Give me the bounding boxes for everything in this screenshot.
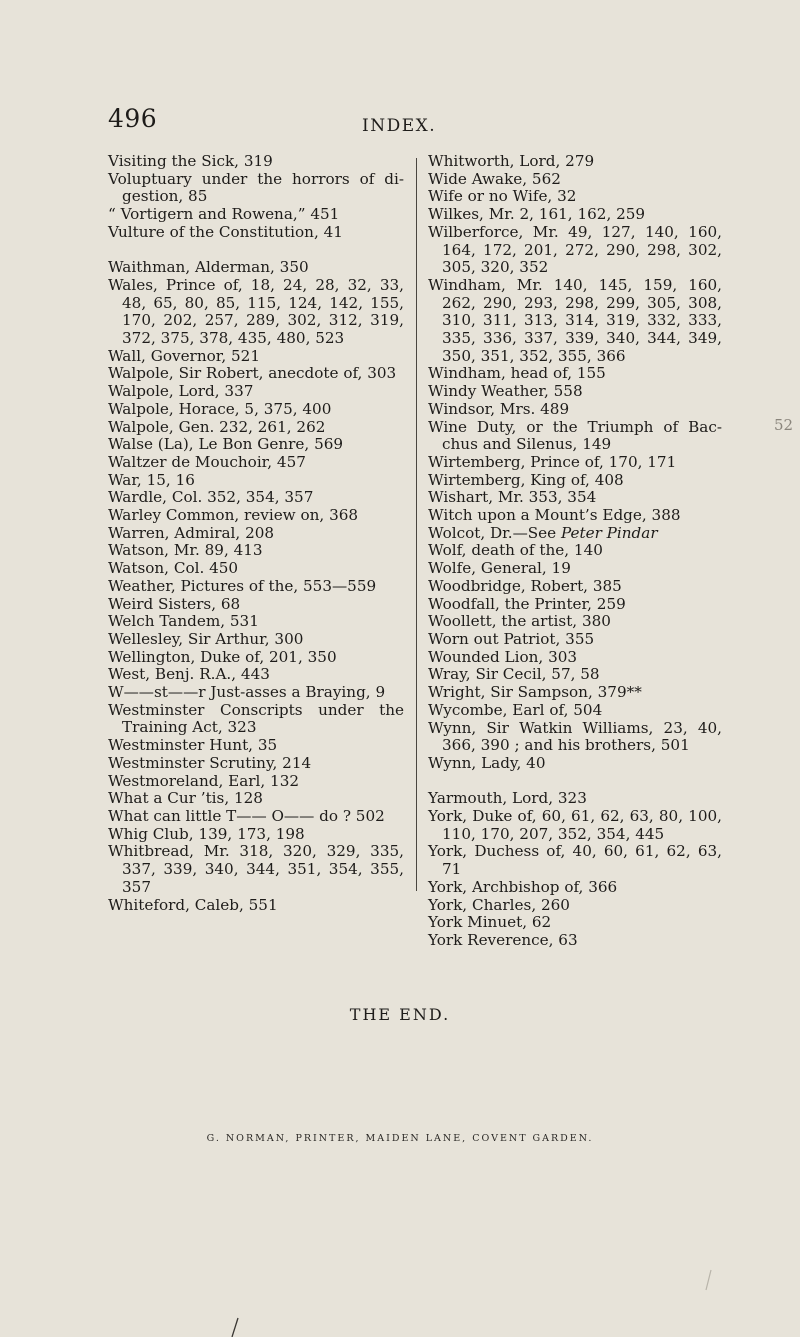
index-entry-text: Woollett, the artist, 380 [428, 612, 611, 631]
index-entry-text: Wolf, death of the, 140 [428, 541, 603, 560]
index-entry-text: Windham, Mr. 140, 145, 159, 160, 262, 290, 293, 298, 299, 305, 308, 310, 311, 313, 314, 319, 332, 333, 335, 336, 337, 339, 340, 344, 349, 350, 351, 352, 355, 366 [428, 275, 722, 365]
index-entry-text: Westminster Hunt, 35 [108, 736, 278, 755]
index-entry-text: Worn out Patriot, 355 [428, 629, 595, 648]
index-entry-text: Wellington, Duke of, 201, 350 [108, 647, 337, 666]
index-entry-text: Wardle, Col. 352, 354, 357 [108, 488, 314, 507]
index-entry-text: Wirtemberg, King of, 408 [428, 470, 624, 489]
index-entry-text: Waltzer de Mouchoir, 457 [108, 452, 306, 471]
index-entry-text: Wray, Sir Cecil, 57, 58 [428, 665, 600, 684]
index-entry-text: Wife or no Wife, 32 [428, 187, 577, 206]
index-entry-text: Windy Weather, 558 [428, 382, 583, 401]
index-entry-text: What a Cur ’tis, 128 [108, 789, 263, 808]
index-entry-text: Wine Duty, or the Triumph of Bac chus and Silenus, 149 [428, 417, 722, 454]
index-entry-text: Witch upon a Mount’s Edge, 388 [428, 506, 681, 525]
index-entry-text: Welch Tandem, 531 [108, 612, 259, 631]
pencil-stroke-left [232, 1318, 238, 1337]
index-entry-text: Wall, Governor, 521 [108, 346, 260, 365]
index-entry-text: York Minuet, 62 [428, 913, 552, 932]
pencil-stroke-right [706, 1270, 711, 1290]
index-entry-text: Wright, Sir Sampson, 379** [428, 683, 642, 702]
index-entry-text: Wycombe, Earl of, 504 [428, 700, 603, 719]
printer-imprint: G. NORMAN, PRINTER, MAIDEN LANE, COVENT GARDEN. [206, 1133, 594, 1144]
index-entry-text: Walse (La), Le Bon Genre, 569 [108, 435, 344, 454]
the-end-heading: THE END. [349, 1005, 451, 1024]
index-entry-text: Wounded Lion, 303 [428, 647, 578, 666]
index-entry-text: Wynn, Sir Watkin Williams, 23, 40, 366, 390 ; and his brothers, 501 [428, 718, 722, 755]
index-entry-text: Whiteford, Caleb, 551 [108, 895, 278, 914]
index-entry-text: Walpole, Horace, 5, 375, 400 [108, 399, 332, 418]
index-entry-text: W——st——r Just-asses a Braying, 9 [108, 683, 386, 702]
index-entry-text: “ Vortigern and Rowena,” 451 [108, 205, 340, 224]
index-entry-text: Woodbridge, Robert, 385 [428, 576, 622, 595]
index-entry-text: Wishart, Mr. 353, 354 [428, 488, 597, 507]
index-entry-text: Wirtemberg, Prince of, 170, 171 [428, 452, 677, 471]
index-entry-text: Weather, Pictures of the, 553—559 [108, 576, 377, 595]
index-entry-text: Watson, Mr. 89, 413 [108, 541, 263, 560]
index-entry-text: Wolcot, Dr.—See [428, 523, 561, 542]
index-entry-text: York, Duke of, 60, 61, 62, 63, 80, 100, 110, 170, 207, 352, 354, 445 [428, 807, 722, 843]
index-entry-text: York, Duchess of, 40, 60, 61, 62, 63, 71 [428, 842, 722, 879]
index-entry-text: Windsor, Mrs. 489 [428, 399, 570, 418]
index-entry-text: Westmoreland, Earl, 132 [108, 771, 300, 790]
index-entry-text: Westminster Scrutiny, 214 [108, 753, 312, 772]
margin-annotation: 52 [774, 416, 794, 434]
page-number: 496 [108, 104, 158, 133]
index-entry-text: Wynn, Lady, 40 [428, 753, 546, 772]
index-entry-text: Warley Common, review on, 368 [108, 506, 359, 525]
index-entry-text: Wilberforce, Mr. 49, 127, 140, 160, 164, 172, 201, 272, 290, 298, 302, 305, 320, 352 [428, 222, 722, 277]
index-entry-text: What can little T—— O—— do ? 502 [108, 807, 385, 825]
index-entry-text: Whitbread, Mr. 318, 320, 329, 335, 337, 339, 340, 344, 351, 354, 355, 357 [108, 842, 404, 896]
index-entry-text: Whitworth, Lord, 279 [428, 152, 595, 170]
index-entry-text: Wilkes, Mr. 2, 161, 162, 259 [428, 205, 646, 224]
index-entry-text: Vulture of the Constitution, 41 [108, 222, 343, 241]
index-entry-text: Westminster Conscripts under the Training Act, 323 [108, 700, 404, 737]
index-entry-text: Watson, Col. 450 [108, 559, 239, 578]
index-entry-text: Walpole, Gen. 232, 261, 262 [108, 417, 326, 436]
running-head: INDEX. [362, 116, 437, 136]
index-entry-text: War, 15, 16 [108, 470, 195, 489]
index-entry-text: York, Archbishop of, 366 [428, 877, 618, 896]
index-entry-text: York Reverence, 63 [428, 930, 578, 949]
index-entry-text: Whig Club, 139, 173, 198 [108, 824, 305, 843]
index-entry-text: Voluptuary under the horrors of di gestion, 85 [108, 169, 404, 206]
index-entry-text: West, Benj. R.A., 443 [108, 665, 270, 684]
index-entry-text: Walpole, Sir Robert, anecdote of, 303 [108, 364, 397, 383]
index-entry-text: Wolfe, General, 19 [428, 559, 571, 578]
index-entry-text: Waithman, Alderman, 350 [108, 258, 309, 277]
index-entry-italic-ref: Peter Pindar [560, 523, 658, 542]
index-entry-text: Yarmouth, Lord, 323 [428, 789, 587, 808]
index-entry-text: Windham, head of, 155 [428, 364, 606, 383]
index-entry-text: Visiting the Sick, 319 [108, 152, 273, 170]
index-entry-text: Wales, Prince of, 18, 24, 28, 32, 33, 48, 65, 80, 85, 115, 124, 142, 155, 170, 202, 257, 289, 302, 312, 319, 372, 375, 378, 435, 480, 523 [108, 275, 404, 348]
index-entry-text: Wide Awake, 562 [428, 169, 561, 188]
index-entry-text: York, Charles, 260 [428, 895, 570, 914]
index-entry-text: Wellesley, Sir Arthur, 300 [108, 629, 304, 648]
index-entry-text: Woodfall, the Printer, 259 [428, 594, 626, 613]
index-entry-text: Weird Sisters, 68 [108, 594, 241, 613]
index-entry-text: Walpole, Lord, 337 [108, 382, 254, 401]
index-entry-text: Warren, Admiral, 208 [108, 523, 275, 542]
